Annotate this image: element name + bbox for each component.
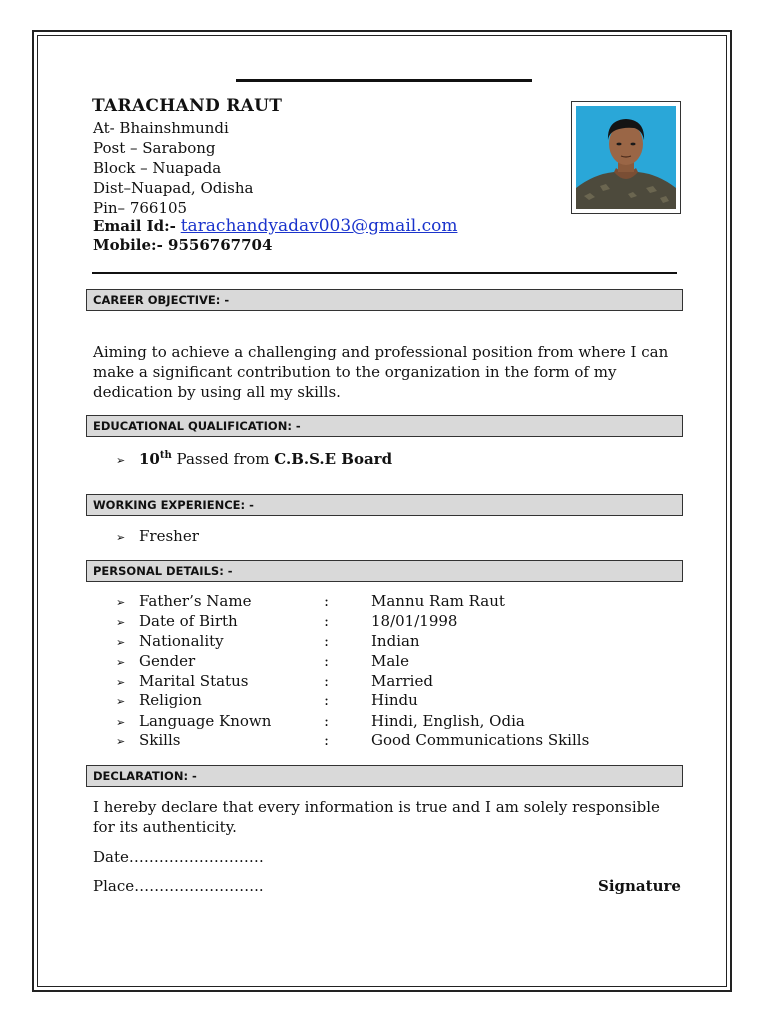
personal-detail-row [116, 730, 590, 750]
section-header-education: EDUCATIONAL QUALIFICATION: - [86, 415, 683, 437]
detail-value: Hindu [371, 691, 418, 709]
detail-colon: : [324, 632, 330, 650]
section-header-career-objective: CAREER OBJECTIVE: - [86, 289, 683, 311]
email-row [93, 216, 457, 236]
declaration-date: Date……………………… [93, 848, 264, 866]
work-item-text: Fresher [139, 527, 199, 545]
candidate-name: TARACHAND RAUT [92, 96, 283, 116]
section-header-declaration: DECLARATION: - [86, 765, 683, 787]
arrowhead-bullet-icon: ➢ [116, 531, 126, 544]
detail-colon: : [324, 712, 330, 730]
address-line: Dist–Nuapad, Odisha [93, 179, 254, 197]
education-board: C.B.S.E Board [274, 450, 393, 468]
education-text: Passed from [171, 450, 275, 468]
education-grade-suffix: th [159, 450, 172, 461]
declaration-text: I hereby declare that every information is true and I am solely responsible for its authenticity. [93, 798, 660, 836]
personal-detail-row [116, 711, 525, 731]
arrowhead-bullet-icon: ➢ [116, 596, 126, 609]
detail-colon: : [324, 691, 330, 709]
detail-label: Gender [139, 652, 196, 670]
detail-colon: : [324, 672, 330, 690]
profile-photo-frame [571, 101, 681, 214]
address-line: Post – Sarabong [93, 139, 216, 157]
arrowhead-bullet-icon: ➢ [116, 735, 126, 748]
arrowhead-bullet-icon: ➢ [116, 695, 126, 708]
detail-value: Indian [371, 632, 420, 650]
declaration-place: Place…………………….. [93, 877, 264, 895]
detail-label: Father’s Name [139, 592, 252, 610]
top-divider [236, 79, 532, 82]
detail-label: Language Known [139, 712, 272, 730]
arrowhead-bullet-icon: ➢ [116, 616, 126, 629]
education-grade: 10 [139, 450, 160, 468]
arrowhead-bullet-icon: ➢ [116, 676, 126, 689]
detail-value: Male [371, 652, 409, 670]
header-divider [92, 272, 677, 274]
detail-colon: : [324, 731, 330, 749]
arrowhead-bullet-icon: ➢ [116, 636, 126, 649]
arrowhead-bullet-icon: ➢ [116, 454, 126, 467]
detail-value: Hindi, English, Odia [371, 712, 525, 730]
arrowhead-bullet-icon: ➢ [116, 716, 126, 729]
personal-detail-row [116, 611, 458, 631]
arrowhead-bullet-icon: ➢ [116, 656, 126, 669]
work-item [116, 526, 199, 546]
career-objective-text: Aiming to achieve a challenging and professional position from where I can make a significant contribution to the organization in the form of my dedication by using all my skills. [93, 343, 669, 401]
detail-value: Good Communications Skills [371, 731, 590, 749]
personal-detail-row [116, 591, 505, 611]
detail-value: 18/01/1998 [371, 612, 458, 630]
address-line: Block – Nuapada [93, 159, 222, 177]
email-link[interactable]: tarachandyadav003@gmail.com [180, 216, 458, 236]
detail-value: Mannu Ram Raut [371, 592, 505, 610]
signature-label: Signature [598, 877, 681, 895]
email-label: Email Id:- [93, 217, 176, 235]
personal-detail-row [116, 651, 409, 671]
detail-label: Date of Birth [139, 612, 238, 630]
profile-photo [576, 106, 676, 209]
detail-label: Marital Status [139, 672, 249, 690]
detail-label: Religion [139, 691, 202, 709]
detail-colon: : [324, 612, 330, 630]
personal-detail-row [116, 671, 433, 691]
detail-label: Nationality [139, 632, 224, 650]
section-header-work-experience: WORKING EXPERIENCE: - [86, 494, 683, 516]
mobile-number: Mobile:- 9556767704 [93, 236, 273, 254]
education-item [116, 446, 392, 466]
section-header-personal-details: PERSONAL DETAILS: - [86, 560, 683, 582]
address-line: At- Bhainshmundi [93, 119, 229, 137]
personal-detail-row [116, 631, 420, 651]
personal-detail-row [116, 690, 418, 710]
detail-colon: : [324, 652, 330, 670]
address-line: Pin– 766105 [93, 199, 188, 217]
detail-value: Married [371, 672, 433, 690]
detail-label: Skills [139, 731, 181, 749]
detail-colon: : [324, 592, 330, 610]
